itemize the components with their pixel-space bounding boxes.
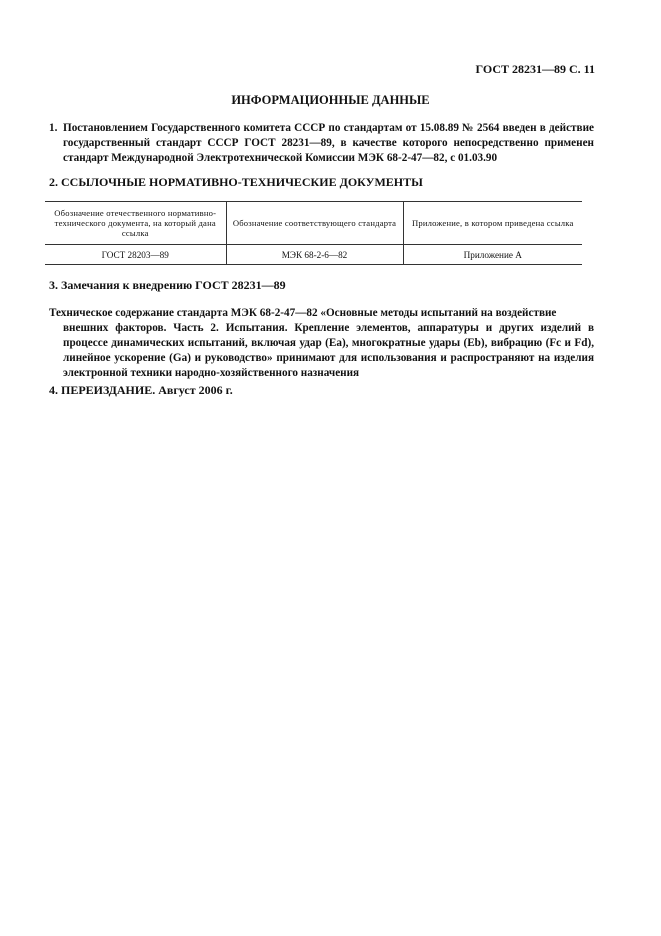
table-header-cell: Приложение, в котором приведена ссылка bbox=[403, 202, 582, 245]
table-header-cell: Обозначение соответствующего стандарта bbox=[226, 202, 403, 245]
section-3-heading: 3. Замечания к внедрению ГОСТ 28231—89 bbox=[49, 278, 286, 292]
table-row bbox=[45, 245, 582, 265]
table-cell: ГОСТ 28203—89 bbox=[101, 249, 169, 260]
section-4-heading: 4. ПЕРЕИЗДАНИЕ. Август 2006 г. bbox=[49, 383, 233, 397]
section-2-heading: 2. ССЫЛОЧНЫЕ НОРМАТИВНО-ТЕХНИЧЕСКИЕ ДОКУМЕНТЫ bbox=[49, 175, 423, 189]
page-title: ИНФОРМАЦИОННЫЕ ДАННЫЕ bbox=[231, 93, 430, 107]
table-cell: Приложение А bbox=[403, 245, 582, 265]
table-header-row bbox=[45, 202, 582, 245]
section-1-number: 1. bbox=[49, 122, 58, 134]
page-header: ГОСТ 28231—89 С. 11 bbox=[475, 62, 595, 76]
section-1-text: Постановлением Государственного комитета СССР по стандартам от 15.08.89 № 2564 введен в действие государственный стандарт СССР ГОСТ 28231—89, в качестве которого непосредственно применен стандарт Международной Электротехнической Комиссии МЭК 68-2-47—82, с 01.03.90 bbox=[63, 122, 594, 164]
section-3-paragraph bbox=[49, 306, 594, 381]
paragraph-continuation: внешних факторов. Часть 2. Испытания. Крепление элементов, аппаратуры и других изделий в процессе динамических испытаний, включая удар (Ea), многократные удары (Eb), вибрацию (Fc и Fd), линейное ускорение (Ga) и руководство» принимают для использования и распространяют на изделия электронной техники народно-хозяйственного назначения bbox=[63, 322, 594, 379]
section-1 bbox=[49, 121, 594, 166]
table-cell: МЭК 68-2-6—82 bbox=[226, 245, 403, 265]
references-table bbox=[45, 201, 582, 265]
table-header-cell: Обозначение отечественного нормативно-технического документа, на который дана ссылка bbox=[54, 208, 217, 238]
paragraph-first-line: Техническое содержание стандарта МЭК 68-2-47—82 «Основные методы испытаний на воздействие bbox=[49, 307, 557, 319]
